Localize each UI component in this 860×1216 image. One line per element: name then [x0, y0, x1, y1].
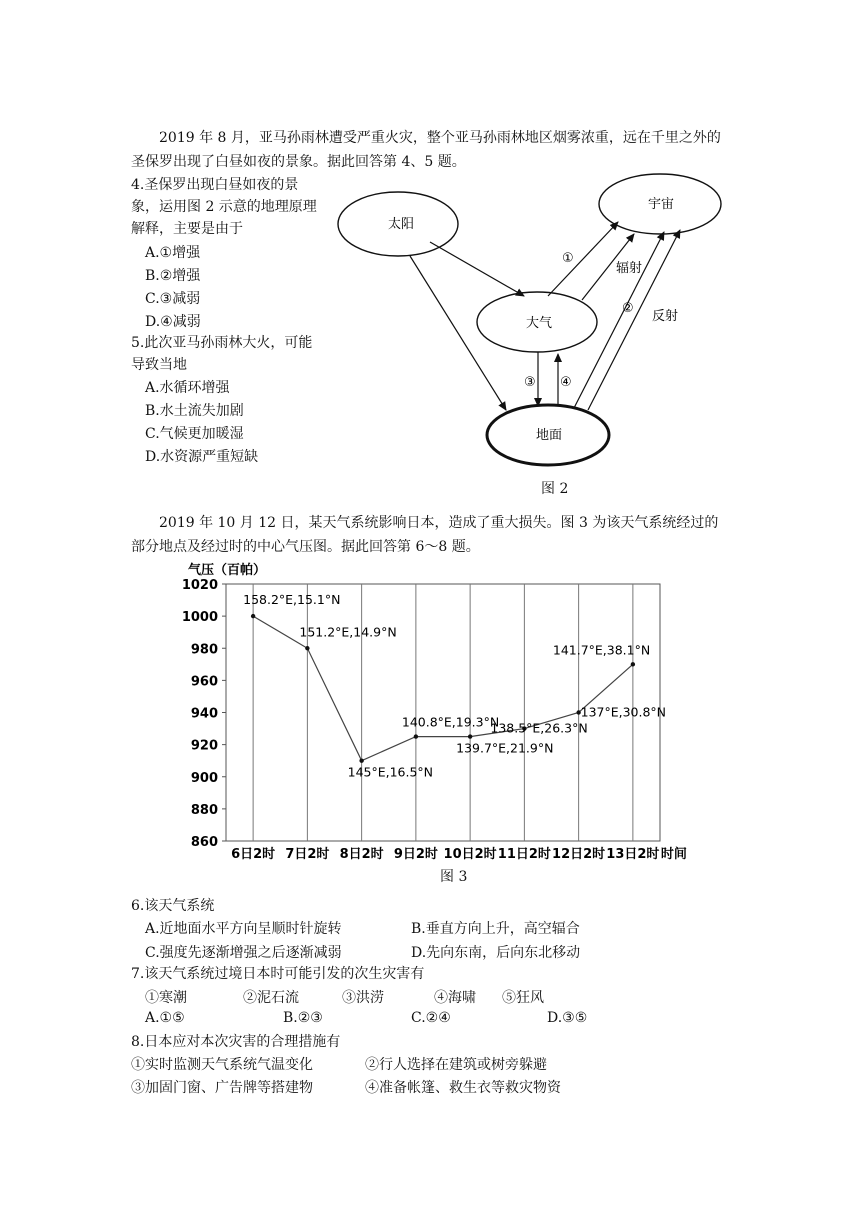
question-4-option-c: C.③减弱 — [145, 291, 201, 307]
question-7-item-3: ③洪涝 — [342, 990, 384, 1006]
y-tick-label: 1000 — [181, 610, 218, 626]
question-5-option-b: B.水土流失加剧 — [145, 403, 244, 419]
point-location-label: 138.5°E,26.3°N — [490, 720, 588, 736]
y-tick-label: 900 — [190, 770, 218, 786]
data-point — [414, 734, 418, 738]
x-tick-label: 11日2时 — [497, 847, 551, 862]
question-4-line-3: 解释，主要是由于 — [131, 221, 243, 237]
intro-paragraph-1: 2019 年 8 月，亚马孙雨林遭受严重火灾，整个亚马孙雨林地区烟雾浓重，远在千里之外的圣保罗出现了白昼如夜的景象。据此回答第 4、5 题。 — [131, 130, 721, 170]
point-location-label: 137°E,30.8°N — [580, 704, 667, 720]
data-point — [468, 734, 472, 738]
radiation-label: 辐射 — [616, 261, 643, 276]
data-point — [631, 662, 635, 666]
question-5-option-c: C.气候更加暖湿 — [145, 426, 244, 442]
x-tick-label: 6日2时 — [231, 847, 276, 862]
question-6-option-b: B.垂直方向上升，高空辐合 — [411, 921, 580, 937]
question-5-option-d: D.水资源严重短缺 — [145, 449, 259, 465]
mark-4: ④ — [560, 375, 572, 390]
point-location-label: 140.8°E,19.3°N — [401, 714, 500, 730]
atmosphere-label: 大气 — [526, 316, 553, 331]
question-7-item-1: ①寒潮 — [145, 990, 187, 1006]
question-7-item-5: ⑤狂风 — [502, 990, 544, 1006]
question-6-option-a: A.近地面水平方向呈顺时针旋转 — [145, 921, 342, 937]
question-8-stem: 8.日本应对本次灾害的合理措施有 — [131, 1034, 341, 1050]
mark-3: ③ — [524, 375, 536, 390]
question-4-option-d: D.④减弱 — [145, 314, 201, 330]
question-7-option-c: C.②④ — [411, 1010, 451, 1026]
data-point — [251, 614, 255, 618]
question-7-option-d: D.③⑤ — [547, 1010, 588, 1026]
figure-2-diagram — [330, 170, 750, 470]
x-tick-label: 8日2时 — [339, 847, 384, 862]
question-8-item-3: ③加固门窗、广告牌等搭建物 — [131, 1080, 313, 1096]
point-location-label: 145°E,16.5°N — [347, 764, 434, 780]
question-5-line-1: 5.此次亚马孙雨林大火，可能 — [131, 335, 313, 351]
y-tick-label: 860 — [190, 835, 218, 850]
question-7-option-a: A.①⑤ — [145, 1010, 185, 1026]
figure-3-chart — [180, 556, 700, 862]
y-tick-label: 940 — [190, 706, 218, 722]
question-6-stem: 6.该天气系统 — [131, 898, 215, 914]
mark-2: ② — [622, 301, 634, 316]
question-7-stem: 7.该天气系统过境日本时可能引发的次生灾害有 — [131, 966, 425, 982]
arrow-2 — [574, 232, 664, 408]
arrow-1 — [548, 222, 618, 296]
question-7-option-b: B.②③ — [283, 1010, 323, 1026]
question-4-option-a: A.①增强 — [145, 245, 201, 261]
point-location-label: 158.2°E,15.1°N — [243, 592, 341, 608]
y-tick-label: 980 — [190, 642, 218, 658]
x-tick-label: 10日2时 — [443, 847, 497, 862]
ground-label: 地面 — [536, 428, 563, 443]
x-tick-label: 12日2时 — [552, 847, 606, 862]
x-tick-label: 9日2时 — [393, 847, 438, 862]
point-location-label: 139.7°E,21.9°N — [456, 740, 554, 756]
sun-label: 太阳 — [388, 217, 415, 232]
question-8-item-4: ④准备帐篷、救生衣等救灾物资 — [365, 1080, 561, 1096]
reflection-label: 反射 — [652, 309, 679, 324]
question-4-option-b: B.②增强 — [145, 268, 201, 284]
space-label: 宇宙 — [648, 197, 675, 212]
question-5-line-2: 导致当地 — [131, 357, 187, 373]
question-7-item-2: ②泥石流 — [243, 990, 299, 1006]
point-location-label: 141.7°E,38.1°N — [552, 642, 651, 658]
question-8-item-2: ②行人选择在建筑或树旁躲避 — [365, 1057, 547, 1073]
x-tick-label: 7日2时 — [285, 847, 330, 862]
question-8-item-1: ①实时监测天气系统气温变化 — [131, 1057, 313, 1073]
question-4-line-2: 象，运用图 2 示意的地理原理 — [131, 199, 317, 215]
question-5-option-a: A.水循环增强 — [145, 380, 230, 396]
y-tick-label: 920 — [190, 738, 218, 754]
mark-1: ① — [562, 251, 574, 266]
y-axis-label: 气压（百帕） — [188, 563, 267, 578]
sun-to-ground-arrow — [410, 256, 506, 410]
point-location-label: 151.2°E,14.9°N — [299, 624, 397, 640]
figure-2-caption: 图 2 — [541, 481, 569, 497]
x-tick-label: 13日2时 — [606, 847, 660, 862]
figure-3-caption: 图 3 — [440, 869, 468, 885]
data-point — [305, 646, 309, 650]
question-6-option-d: D.先向东南，后向东北移动 — [411, 945, 581, 961]
y-tick-label: 880 — [190, 802, 218, 818]
y-tick-label: 1020 — [181, 578, 218, 593]
y-tick-label: 960 — [190, 674, 218, 690]
question-4-line-1: 4.圣保罗出现白昼如夜的景 — [131, 177, 299, 193]
question-6-option-c: C.强度先逐渐增强之后逐渐减弱 — [145, 945, 342, 961]
data-point — [359, 758, 363, 762]
sun-to-atmosphere-arrow — [430, 242, 524, 296]
x-axis-label: 时间 — [660, 847, 687, 862]
intro-paragraph-2: 2019 年 10 月 12 日，某天气系统影响日本，造成了重大损失。图 3 为该天气系统经过的部分地点及经过时的中心气压图。据此回答第 6～8 题。 — [131, 515, 719, 555]
question-7-item-4: ④海啸 — [434, 990, 476, 1006]
